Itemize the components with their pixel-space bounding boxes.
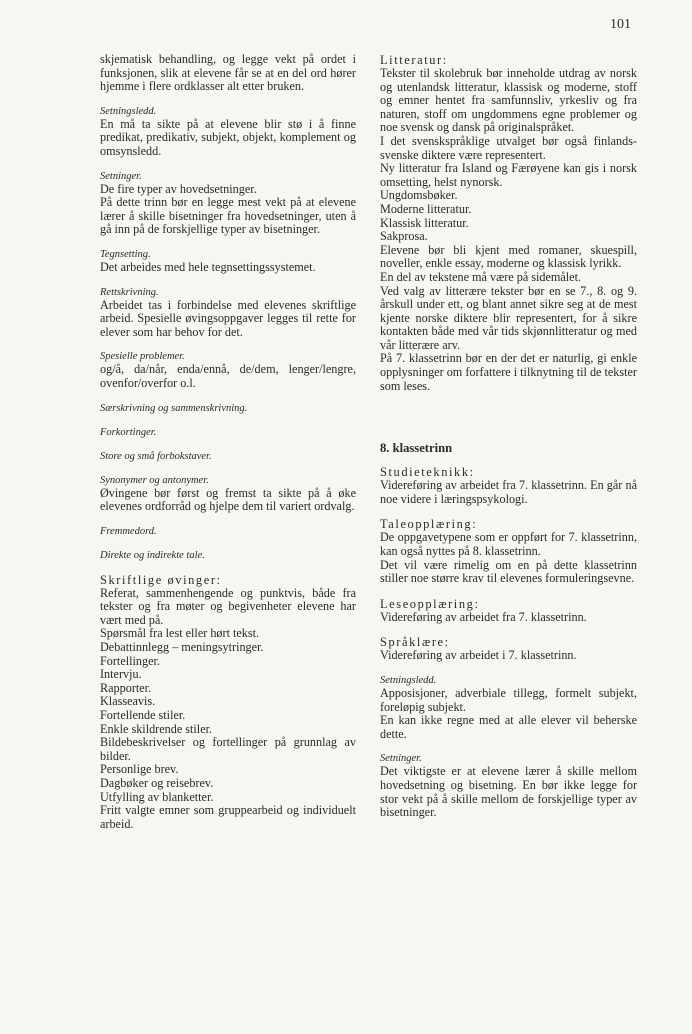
section-text: I det svenskspråklige utvalget bør også finlands-svenske diktere være representert.	[380, 133, 637, 162]
section-heading: Språklære:	[380, 635, 450, 650]
section-setninger	[100, 170, 356, 237]
list-item: Fortellinger.	[100, 653, 160, 668]
section-forkortinger	[100, 426, 356, 439]
section-spraklaere	[380, 635, 637, 663]
section-forbokstaver	[100, 450, 356, 463]
list-item: Personlige brev.	[100, 762, 179, 777]
section-heading: Leseopplæring:	[380, 596, 480, 611]
section-heading: Store og små forbokstaver.	[100, 450, 212, 462]
section-setningsledd-8	[380, 674, 637, 741]
section-heading: Spesielle problemer.	[100, 351, 185, 363]
list-item: Intervju.	[100, 667, 142, 682]
section-title-8-klassetrinn: 8. klassetrinn	[380, 441, 453, 456]
section-heading: Skriftlige øvinger:	[100, 572, 222, 587]
section-direkte-tale	[100, 549, 356, 562]
section-heading: Taleopplæring:	[380, 517, 478, 532]
left-column	[100, 53, 356, 842]
section-text: Øvingene bør først og fremst ta sikte på å øke elevenes ordforråd og hjelpe dem til variert ordvalg.	[100, 485, 356, 514]
section-litteratur	[380, 53, 637, 393]
list-item: Rapporter.	[100, 680, 152, 695]
section-text: og/å, da/når, enda/ennå, de/dem, lenger/lengre, ovenfor/overfor o.l.	[100, 362, 356, 390]
section-text: Ny litteratur fra Island og Færøyene kan gis i norsk omsetting, helst nynorsk.	[380, 161, 637, 189]
section-setninger-8	[380, 752, 637, 819]
right-column	[380, 53, 637, 831]
section-text: Sakprosa.	[380, 229, 428, 244]
section-text: Tekster til skolebruk bør inneholde utdrag av norsk og utenlandsk litteratur, klassisk og moderne, stoff og emner hentet fra samfunnsliv, yrkesliv og fra naturen, stoff om ungdommens egne problemer og noe svensk og dansk på originalspråket.	[380, 66, 637, 135]
section-text: En kan ikke regne med at alle elever vil beherske dette.	[380, 713, 637, 741]
list-item: Utfylling av blanketter.	[100, 789, 214, 804]
section-spesielle-problemer	[100, 350, 356, 390]
section-heading: Setningsledd.	[100, 105, 157, 117]
section-heading: Fremmedord.	[100, 525, 157, 537]
section-text: På 7. klassetrinn bør en der det er naturlig, gi enkle opplysninger om forfattere i tilknytning til de tekster som leses.	[380, 351, 637, 393]
page-number: 101	[610, 17, 631, 32]
section-studieteknikk	[380, 465, 637, 506]
intro-paragraph-block	[100, 53, 356, 94]
section-text: Ungdomsbøker.	[380, 188, 458, 203]
list-item: Spørsmål fra lest eller hørt tekst.	[100, 626, 260, 641]
section-leseopplaering	[380, 597, 637, 625]
section-text: Klassisk litteratur.	[380, 215, 469, 230]
list-item: Enkle skildrende stiler.	[100, 721, 213, 736]
section-text: Det vil være rimelig om en på dette klassetrinn stiller noe større krav til elevenes formuleringsevne.	[380, 557, 637, 586]
section-text: En del av tekstene må være på sidemålet.	[380, 269, 582, 284]
section-heading: Rettskrivning.	[100, 286, 159, 298]
section-text: På dette trinn bør en legge mest vekt på at elevene lærer å skille bisetninger fra hovedsetninger, uten å gå inn på de forskjellige typer av bisetninger.	[100, 195, 356, 237]
section-tegnsetting	[100, 248, 356, 275]
list-item: Bildebeskrivelser og fortellinger på grunnlag av bilder.	[100, 735, 356, 763]
section-heading: Studieteknikk:	[380, 465, 475, 480]
section-setningsledd	[100, 105, 356, 159]
section-heading: Litteratur:	[380, 53, 448, 67]
list-item: Dagbøker og reisebrev.	[100, 776, 214, 790]
section-heading: Setninger.	[100, 170, 142, 182]
section-text: Apposisjoner, adverbiale tillegg, formelt subjekt, foreløpig subjekt.	[380, 686, 637, 714]
section-heading: Forkortinger.	[100, 426, 157, 438]
section-text: Elevene bør bli kjent med romaner, skuespill, noveller, enkle essay, moderne og klassisk lyrikk.	[380, 242, 637, 271]
section-heading: Synonymer og antonymer.	[100, 474, 209, 486]
section-heading: Direkte og indirekte tale.	[100, 549, 205, 561]
list-item: Fritt valgte emner som gruppearbeid og individuelt arbeid.	[100, 803, 356, 831]
section-text: Arbeidet tas i forbindelse med elevenes skriftlige arbeid. Spesielle øvingsoppgaver legges til rette for elever som har behov for det.	[100, 297, 356, 339]
list-item: Referat, sammenhengende og punktvis, både fra tekster og fra møter og begivenheter elevene har vært med på.	[100, 585, 356, 627]
section-text: Videreføring av arbeidet i 7. klassetrinn.	[380, 648, 577, 663]
section-text: En må ta sikte på at elevene blir stø i å finne predikat, predikativ, subjekt, objekt, komplement og omsynsledd.	[100, 116, 356, 158]
list-item: Debattinnlegg – meningsytringer.	[100, 640, 264, 655]
section-text: Det viktigste er at elevene lærer å skille mellom hovedsetning og bisetning. En bør ikke legge for stor vekt på å skille mellom de forskjellige typer av bisetninger.	[380, 764, 637, 820]
section-text: De oppgavetypene som er oppført for 7. klassetrinn, kan også nyttes på 8. klassetrinn.	[380, 530, 637, 559]
section-text: De fire typer av hovedsetninger.	[100, 181, 257, 196]
section-heading: Setningsledd.	[380, 675, 437, 686]
section-heading: Setninger.	[380, 753, 422, 765]
list-item: Fortellende stiler.	[100, 708, 186, 723]
section-text: Videreføring av arbeidet fra 7. klassetrinn.	[380, 609, 587, 624]
list-item: Klasseavis.	[100, 694, 156, 709]
section-synonymer	[100, 474, 356, 514]
section-heading: Tegnsetting.	[100, 248, 151, 260]
section-rettskrivning	[100, 286, 356, 340]
section-text: Moderne litteratur.	[380, 201, 472, 216]
section-text: Det arbeides med hele tegnsettingssystemet.	[100, 259, 316, 274]
intro-paragraph: skjematisk behandling, og legge vekt på ordet i funksjonen, slik at elevene får se at en del ord hører hjemme i flere ordklasser alt etter bruken.	[100, 52, 356, 94]
section-text: Ved valg av litterære tekster bør en se 7., 8. og 9. årskull under ett, og blant annet sikre seg at de mest kjente norske diktere blir representert, for å sikre kontakten både med vår tids skjønnlitteratur og med vår litterære arv.	[380, 283, 637, 352]
section-saerskrivning	[100, 402, 356, 415]
section-fremmedord	[100, 525, 356, 538]
section-taleopplaering	[380, 517, 637, 585]
section-heading: Særskrivning og sammenskrivning.	[100, 402, 248, 414]
section-text: Videreføring av arbeidet fra 7. klassetrinn. En går nå noe videre i læringspsykologi.	[380, 478, 637, 506]
section-skriftlige-ovinger	[100, 573, 356, 832]
